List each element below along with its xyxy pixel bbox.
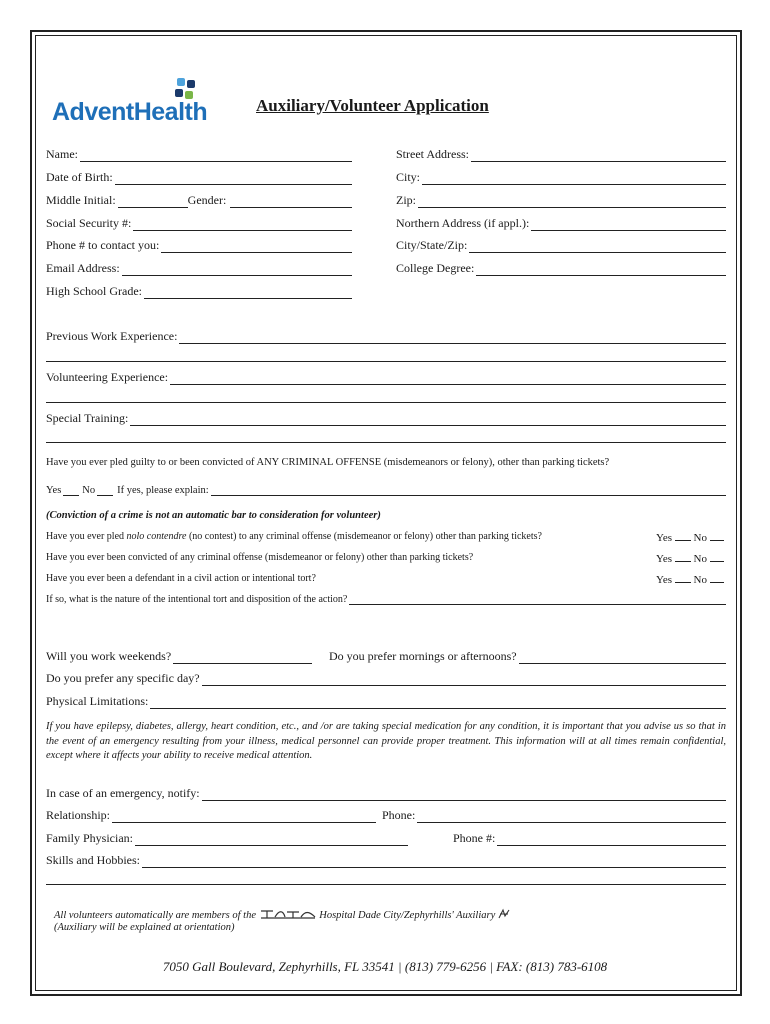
scribble-mark-icon: [498, 908, 510, 920]
civil-yes-no[interactable]: Yes No: [656, 573, 724, 586]
convicted-yes-no[interactable]: Yes No: [656, 552, 724, 565]
middle-initial-gender-field[interactable]: Middle Initial: Gender:: [46, 193, 352, 208]
volunteering-line-2[interactable]: [46, 402, 726, 403]
special-training-line-2[interactable]: [46, 442, 726, 443]
civil-question: Have you ever been a defendant in a civil action or intentional tort?: [46, 573, 316, 584]
criminal-question: Have you ever pled guilty to or been convicted of ANY CRIMINAL OFFENSE (misdemeanors or felony), other than parking tickets?: [46, 457, 610, 468]
nolo-question: Have you ever pled nolo contendre (no contest) to any criminal offense (misdemeanor or felony) other than parking tickets?: [46, 531, 542, 542]
phone-field[interactable]: Phone # to contact you:: [46, 238, 352, 253]
membership-note: All volunteers automatically are members of the Hospital Dade City/Zephyrhills' Auxiliary: [54, 908, 510, 921]
physician-phone-field[interactable]: Phone #:: [453, 831, 726, 846]
emergency-phone-field[interactable]: Phone:: [382, 808, 726, 823]
mornings-field[interactable]: Do you prefer mornings or afternoons?: [329, 649, 726, 664]
email-field[interactable]: Email Address:: [46, 261, 352, 276]
city-field[interactable]: City:: [396, 170, 726, 185]
tort-nature-field[interactable]: If so, what is the nature of the intentional tort and disposition of the action?: [46, 594, 726, 605]
zip-field[interactable]: Zip:: [396, 193, 726, 208]
brand-name: AdventHealth: [52, 98, 208, 126]
special-training-field[interactable]: Special Training:: [46, 411, 726, 426]
city-state-zip-field[interactable]: City/State/Zip:: [396, 238, 726, 253]
college-degree-field[interactable]: College Degree:: [396, 261, 726, 276]
footer-address: 7050 Gall Boulevard, Zephyrhills, FL 33541 | (813) 779-6256 | FAX: (813) 783-6108: [162, 959, 608, 974]
high-school-grade-field[interactable]: High School Grade:: [46, 284, 352, 299]
relationship-field[interactable]: Relationship:: [46, 808, 376, 823]
ssn-field[interactable]: Social Security #:: [46, 216, 352, 231]
volunteering-field[interactable]: Volunteering Experience:: [46, 370, 726, 385]
name-field[interactable]: Name:: [46, 147, 352, 162]
specific-day-field[interactable]: Do you prefer any specific day?: [46, 671, 726, 686]
adventhealth-logo: [52, 76, 238, 130]
street-address-field[interactable]: Street Address:: [396, 147, 726, 162]
page-title: Auxiliary/Volunteer Application: [256, 96, 489, 115]
previous-work-line-2[interactable]: [46, 361, 726, 362]
weekends-field[interactable]: Will you work weekends?: [46, 649, 312, 664]
medical-note: If you have epilepsy, diabetes, allergy, heart condition, etc., and /or are taking special medication for any condition, it is important that you advise us so that in the event of an emergency resulting from your illness, medical personnel can provide proper treatment. This information will at all times remain confidential, except where it affects your ability to receive medical attention.: [46, 721, 726, 761]
orientation-note: (Auxiliary will be explained at orientation): [54, 922, 235, 933]
scribbled-logo-icon: [259, 908, 317, 920]
emergency-notify-field[interactable]: In case of an emergency, notify:: [46, 786, 726, 801]
nolo-yes-no[interactable]: Yes No: [656, 531, 724, 544]
conviction-note: (Conviction of a crime is not an automatic bar to consideration for volunteer): [46, 510, 381, 521]
northern-address-field[interactable]: Northern Address (if appl.):: [396, 216, 726, 231]
physical-limitations-field[interactable]: Physical Limitations:: [46, 694, 726, 709]
skills-hobbies-field[interactable]: Skills and Hobbies:: [46, 853, 726, 868]
skills-hobbies-line-2[interactable]: [46, 884, 726, 885]
family-physician-field[interactable]: Family Physician:: [46, 831, 408, 846]
previous-work-field[interactable]: Previous Work Experience:: [46, 329, 726, 344]
convicted-question: Have you ever been convicted of any criminal offense (misdemeanor or felony) other than parking tickets?: [46, 552, 474, 563]
dob-field[interactable]: Date of Birth:: [46, 170, 352, 185]
criminal-answer-row[interactable]: Yes No If yes, please explain:: [46, 485, 726, 496]
